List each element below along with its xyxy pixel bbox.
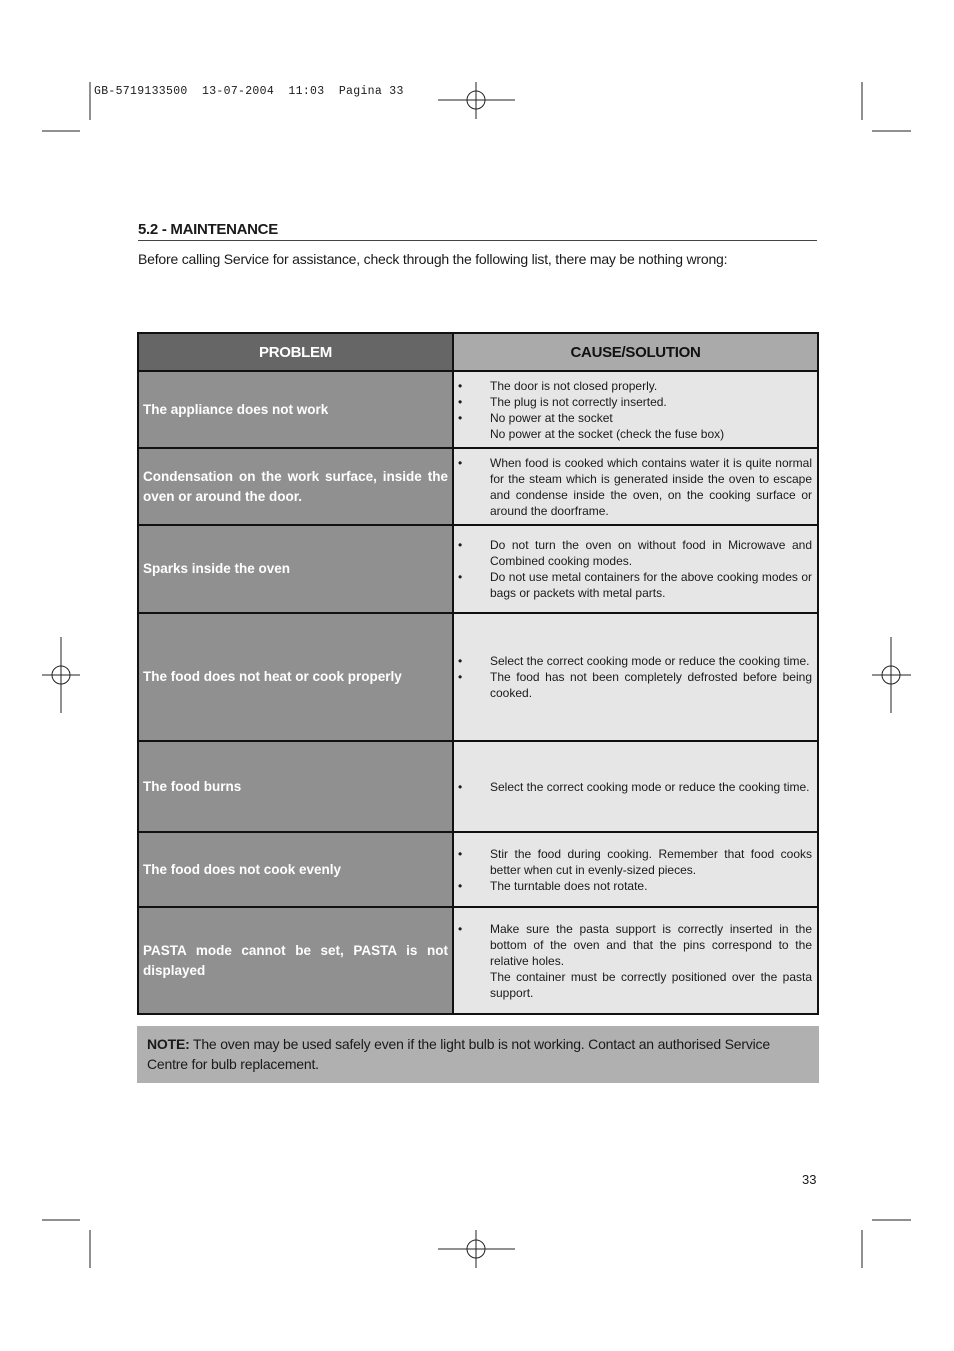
solution-line bbox=[458, 969, 812, 1001]
problem-cell: The food burns bbox=[138, 741, 453, 832]
problem-cell: PASTA mode cannot be set, PASTA is not displayed bbox=[138, 907, 453, 1014]
solution-text: Make sure the pasta support is correctly inserted in the bottom of the oven and that the pins correspond to the relative holes. bbox=[490, 921, 812, 968]
section-title: 5.2 - MAINTENANCE bbox=[138, 221, 817, 241]
solution-text: The turntable does not rotate. bbox=[490, 878, 648, 893]
solution-line bbox=[458, 921, 812, 969]
solution-text: The container must be correctly positioned over the pasta support. bbox=[490, 969, 812, 1000]
table-row bbox=[138, 907, 818, 1014]
solution-text: Select the correct cooking mode or reduce the cooking time. bbox=[490, 654, 810, 668]
page-number: 33 bbox=[802, 1172, 817, 1187]
print-slug: GB-5719133500 13-07-2004 11:03 Pagina 33 bbox=[94, 85, 404, 98]
header-solution: CAUSE/SOLUTION bbox=[453, 333, 818, 371]
bullet: • bbox=[458, 846, 463, 861]
solution-line bbox=[458, 394, 812, 410]
solution-text: No power at the socket (check the fuse box) bbox=[490, 426, 725, 441]
intro-text: Before calling Service for assistance, check through the following list, there may be nothing wrong: bbox=[138, 251, 728, 267]
problem-cell: Condensation on the work surface, inside the oven or around the door. bbox=[138, 448, 453, 525]
solution-cell bbox=[453, 907, 818, 1014]
bullet: • bbox=[458, 921, 463, 936]
solution-line bbox=[458, 426, 812, 442]
solution-text: Do not use metal containers for the above cooking modes or bags or packets with metal parts. bbox=[490, 570, 812, 600]
note-box bbox=[137, 1026, 819, 1083]
solution-text: The food has not been completely defrosted before being cooked. bbox=[490, 670, 812, 700]
problem-cell: The appliance does not work bbox=[138, 371, 453, 448]
solution-line bbox=[458, 653, 812, 669]
solution-cell bbox=[453, 448, 818, 525]
solution-line bbox=[458, 569, 812, 601]
bullet bbox=[458, 426, 490, 442]
registration-mark-top bbox=[438, 82, 515, 119]
bullet: • bbox=[458, 570, 463, 584]
solution-text: The door is not closed properly. bbox=[490, 378, 658, 393]
solution-line bbox=[458, 669, 812, 701]
solution-line bbox=[458, 537, 812, 569]
header-problem: PROBLEM bbox=[138, 333, 453, 371]
table-row bbox=[138, 525, 818, 613]
solution-line bbox=[458, 410, 812, 426]
bullet: • bbox=[458, 410, 463, 425]
solution-text: No power at the socket bbox=[490, 410, 613, 425]
bullet: • bbox=[458, 538, 463, 552]
problem-cell: The food does not cook evenly bbox=[138, 832, 453, 907]
note-text: The oven may be used safely even if the light bulb is not working. Contact an authorised Service Centre for bulb replacement. bbox=[147, 1036, 770, 1072]
problem-cell: Sparks inside the oven bbox=[138, 525, 453, 613]
solution-line bbox=[458, 455, 812, 519]
troubleshooting-table bbox=[137, 332, 819, 1015]
table-row bbox=[138, 448, 818, 525]
registration-mark-bottom bbox=[438, 1230, 515, 1268]
solution-text: Select the correct cooking mode or reduce the cooking time. bbox=[490, 779, 810, 794]
solution-text: The plug is not correctly inserted. bbox=[490, 394, 667, 409]
solution-text: When food is cooked which contains water it is quite normal for the steam which is generated inside the oven to escape and condense inside the oven, on the cooking surface or around the doorframe. bbox=[490, 455, 812, 518]
solution-text: Do not turn the oven on without food in Microwave and Combined cooking modes. bbox=[490, 538, 812, 568]
solution-text: Stir the food during cooking. Remember that food cooks better when cut in evenly-sized pieces. bbox=[490, 846, 812, 877]
bullet bbox=[458, 969, 490, 1001]
note-label: NOTE: bbox=[147, 1036, 190, 1052]
bullet: • bbox=[458, 779, 463, 794]
bullet: • bbox=[458, 654, 463, 668]
bullet: • bbox=[458, 378, 463, 393]
bullet: • bbox=[458, 670, 463, 684]
solution-line bbox=[458, 878, 812, 894]
solution-cell bbox=[453, 613, 818, 741]
registration-mark-left bbox=[42, 637, 80, 713]
problem-cell: The food does not heat or cook properly bbox=[138, 613, 453, 741]
bullet: • bbox=[458, 878, 463, 893]
table-row bbox=[138, 371, 818, 448]
solution-cell bbox=[453, 371, 818, 448]
solution-cell bbox=[453, 832, 818, 907]
table-row bbox=[138, 741, 818, 832]
bullet: • bbox=[458, 455, 463, 470]
solution-line bbox=[458, 846, 812, 878]
solution-line bbox=[458, 378, 812, 394]
table-row bbox=[138, 832, 818, 907]
bullet: • bbox=[458, 394, 463, 409]
solution-cell bbox=[453, 525, 818, 613]
registration-mark-right bbox=[872, 637, 911, 713]
solution-line bbox=[458, 779, 812, 795]
solution-cell bbox=[453, 741, 818, 832]
table-row bbox=[138, 613, 818, 741]
